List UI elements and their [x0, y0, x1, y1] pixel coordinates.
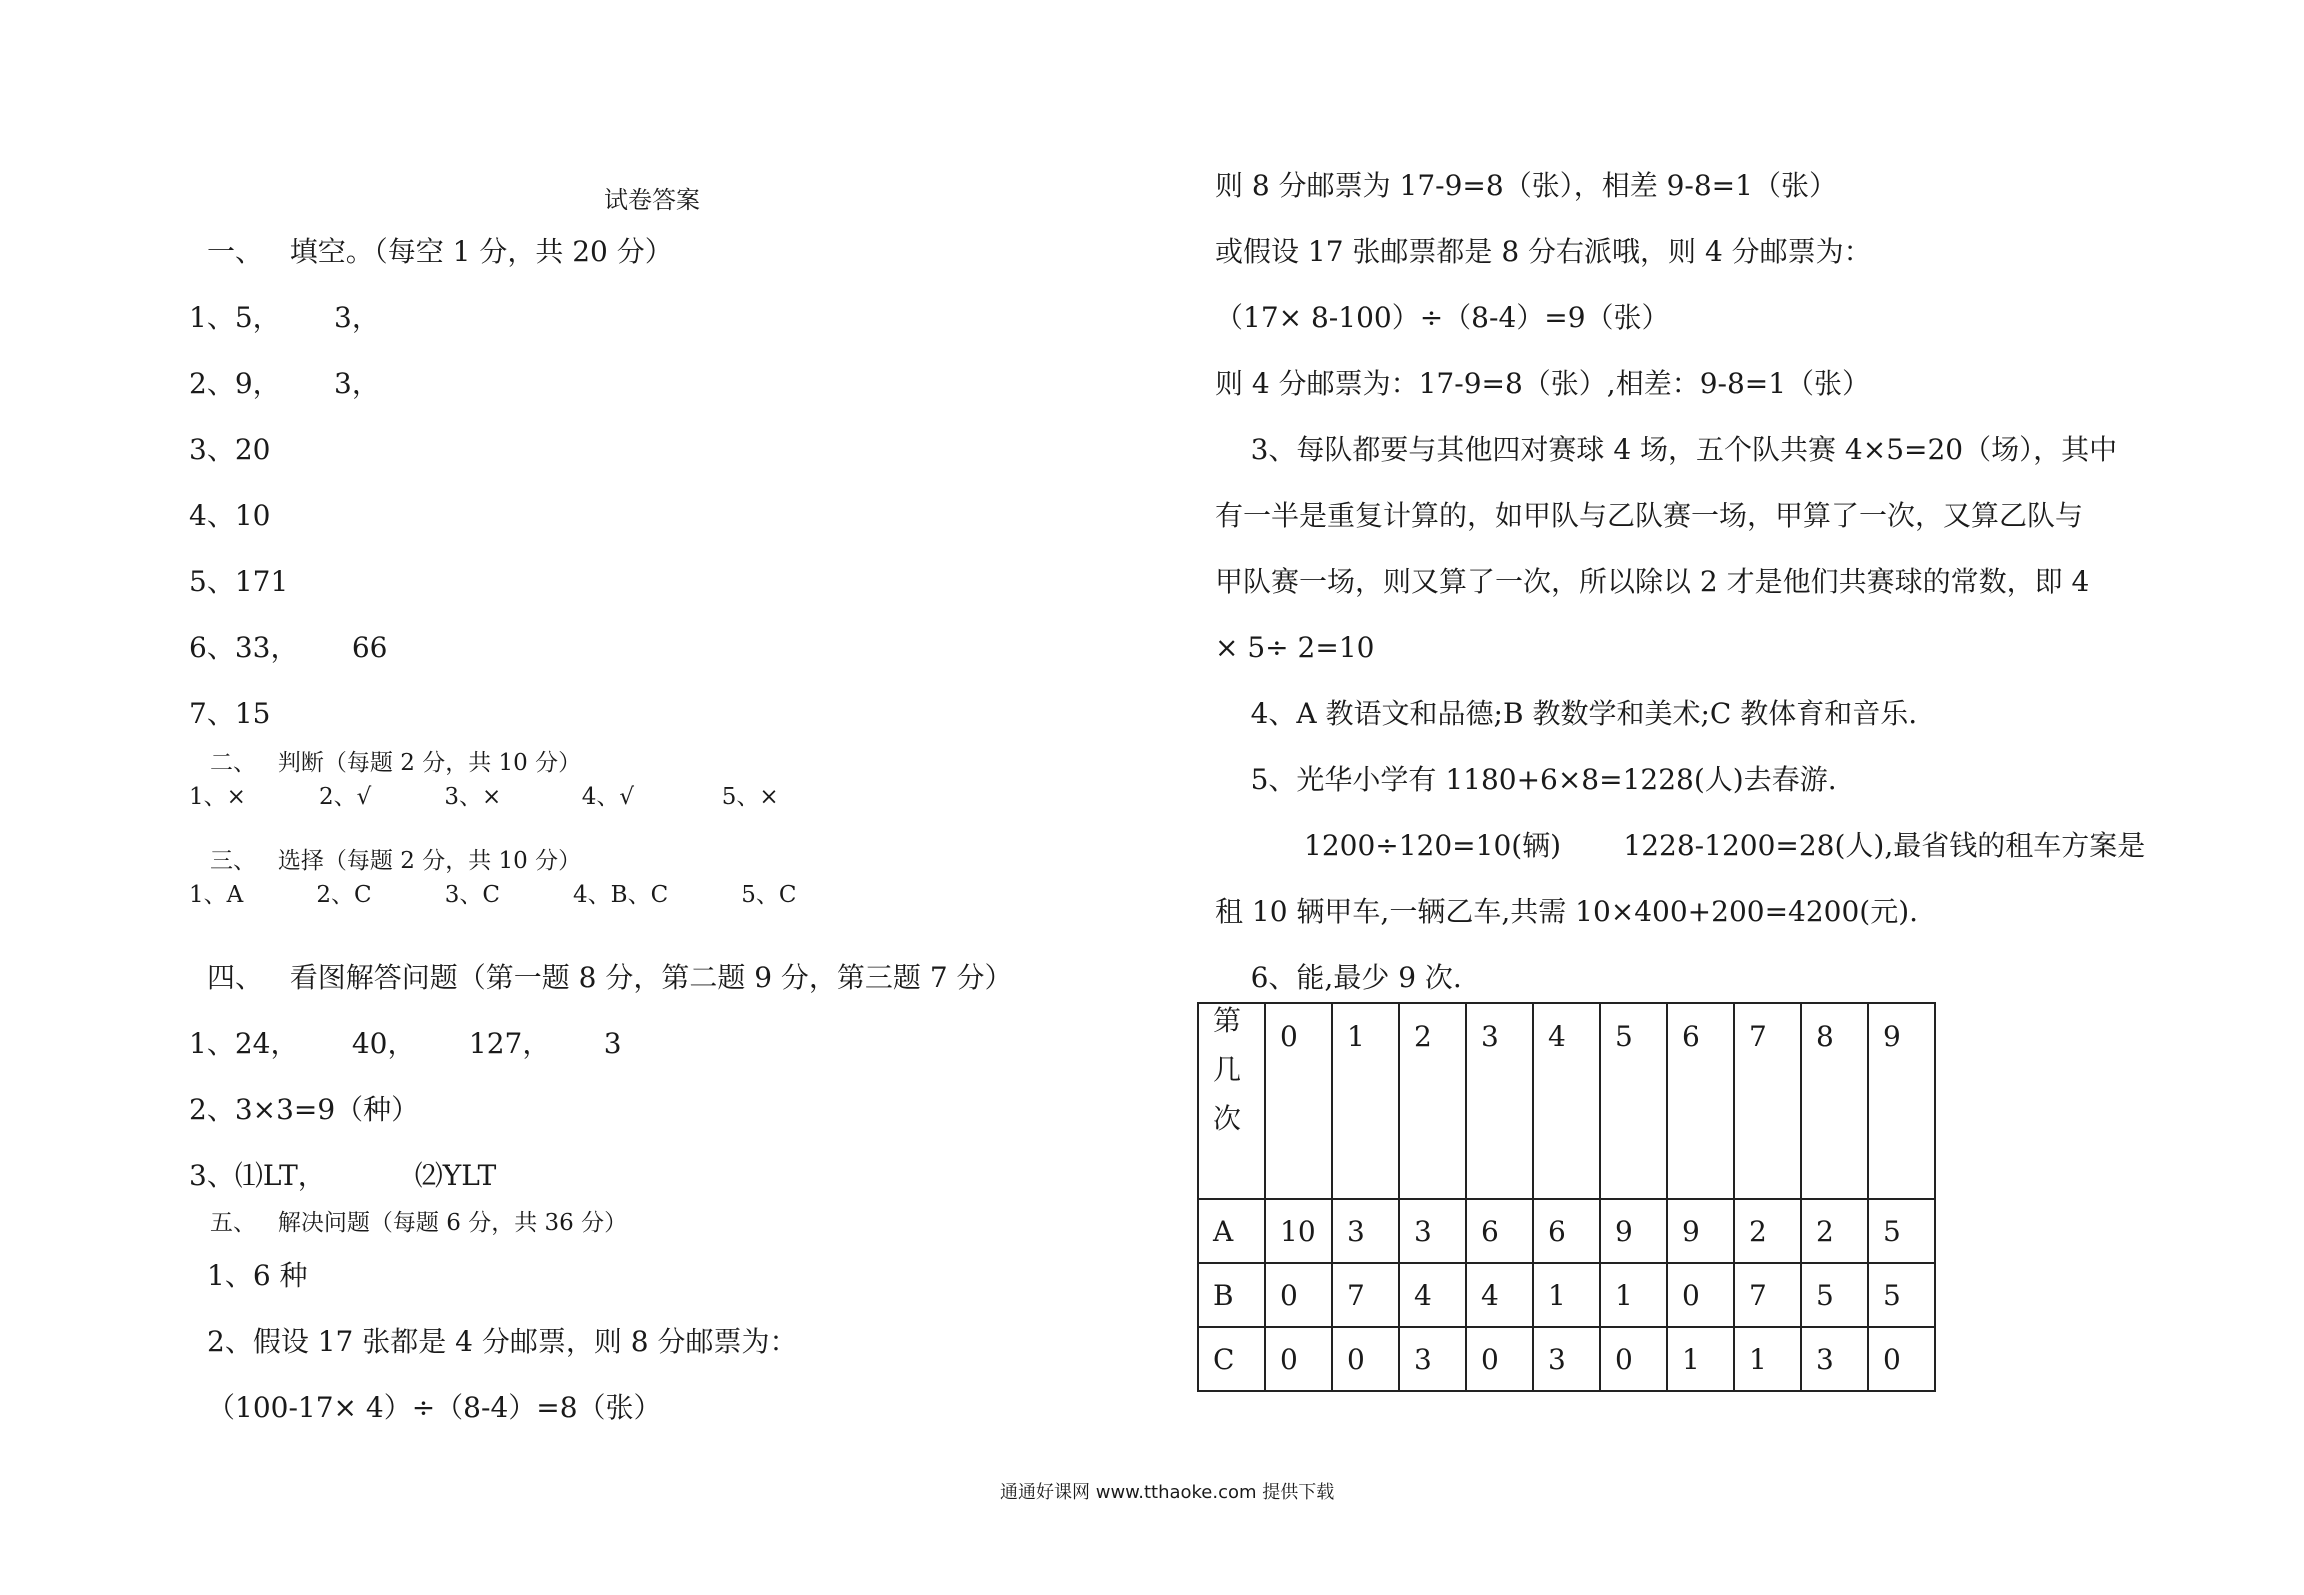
- right-line: 6、能,最少 9 次.: [1215, 961, 1462, 994]
- header-label-char: 次: [1213, 1102, 1242, 1135]
- table-cell: 0: [1332, 1327, 1399, 1391]
- table-header-cell: 1: [1332, 1003, 1399, 1199]
- s5-item: 1、6 种: [207, 1259, 308, 1292]
- s3-answers: 1、A 2、C 3、C 4、B、C 5、C: [189, 882, 797, 908]
- footer-credit: 通通好课网 www.tthaoke.com 提供下载: [1000, 1482, 1335, 1503]
- s1-item: 7、15: [189, 697, 271, 730]
- right-line: 则 8 分邮票为 17-9=8（张），相差 9-8=1（张）: [1215, 169, 1837, 202]
- table-cell: 3: [1801, 1327, 1868, 1391]
- row-label: C: [1198, 1327, 1265, 1391]
- table-cell: 2: [1734, 1199, 1801, 1263]
- header-label-char: 几: [1213, 1053, 1242, 1086]
- s1-item: 5、171: [189, 565, 289, 598]
- table-cell: 6: [1533, 1199, 1600, 1263]
- table-header-cell: 9: [1868, 1003, 1935, 1199]
- table-header-cell: 0: [1265, 1003, 1332, 1199]
- table-cell: 6: [1466, 1199, 1533, 1263]
- right-line: 3、每队都要与其他四对赛球 4 场，五个队共赛 4×5=20（场），其中: [1215, 433, 2118, 466]
- table-cell: 3: [1332, 1199, 1399, 1263]
- table-header-cell: 5: [1600, 1003, 1667, 1199]
- table-cell: 5: [1868, 1263, 1935, 1327]
- right-line: （17× 8-100）÷（8-4）=9（张）: [1215, 301, 1670, 334]
- s1-item: 1、5， 3，: [189, 301, 380, 334]
- right-line: 有一半是重复计算的，如甲队与乙队赛一场，甲算了一次，又算乙队与: [1215, 499, 2084, 532]
- table-cell: 10: [1265, 1199, 1332, 1263]
- table-cell: 9: [1600, 1199, 1667, 1263]
- answer-table: [1197, 1002, 1936, 1392]
- table-header-cell: 8: [1801, 1003, 1868, 1199]
- table-cell: 9: [1667, 1199, 1734, 1263]
- s2-answers: 1、× 2、√ 3、× 4、√ 5、×: [189, 784, 779, 810]
- table-cell: 0: [1466, 1327, 1533, 1391]
- table-cell: 3: [1533, 1327, 1600, 1391]
- right-line: 4、A 教语文和品德;B 教数学和美术;C 教体育和音乐.: [1215, 697, 1918, 730]
- table-header-cell: 3: [1466, 1003, 1533, 1199]
- table-cell: 0: [1265, 1327, 1332, 1391]
- s1-item: 2、9， 3，: [189, 367, 380, 400]
- s1-item: 4、10: [189, 499, 271, 532]
- table-header-cell: 2: [1399, 1003, 1466, 1199]
- table-cell: 1: [1600, 1263, 1667, 1327]
- table-row: [1198, 1327, 1935, 1391]
- table-header-label: [1198, 1003, 1265, 1199]
- table-cell: 7: [1734, 1263, 1801, 1327]
- right-line: 则 4 分邮票为：17-9=8（张）,相差：9-8=1（张）: [1215, 367, 1871, 400]
- table-cell: 0: [1600, 1327, 1667, 1391]
- table-cell: 4: [1466, 1263, 1533, 1327]
- s4-item: 2、3×3=9（种）: [189, 1093, 420, 1126]
- table-cell: 5: [1801, 1263, 1868, 1327]
- row-label: B: [1198, 1263, 1265, 1327]
- section-3-heading: 三、 选择（每题 2 分，共 10 分）: [210, 848, 582, 874]
- section-2-heading: 二、 判断（每题 2 分，共 10 分）: [210, 750, 582, 776]
- s4-item: 1、24， 40， 127， 3: [189, 1027, 622, 1060]
- row-label: A: [1198, 1199, 1265, 1263]
- right-line: 5、光华小学有 1180+6×8=1228(人)去春游.: [1215, 763, 1837, 796]
- table-header-row: [1198, 1003, 1935, 1199]
- table-cell: 1: [1533, 1263, 1600, 1327]
- right-line: 甲队赛一场，则又算了一次，所以除以 2 才是他们共赛球的常数，即 4: [1215, 565, 2090, 598]
- right-line: 1200÷120=10(辆) 1228-1200=28(人),最省钱的租车方案是: [1215, 829, 2146, 862]
- right-line: × 5÷ 2=10: [1215, 631, 1375, 664]
- s5-item: （100-17× 4）÷（8-4）=8（张）: [207, 1391, 662, 1424]
- header-label-char: 第: [1213, 1004, 1242, 1037]
- table-cell: 5: [1868, 1199, 1935, 1263]
- table-cell: 2: [1801, 1199, 1868, 1263]
- right-line: 或假设 17 张邮票都是 8 分右派哦，则 4 分邮票为：: [1215, 235, 1872, 268]
- table-cell: 4: [1399, 1263, 1466, 1327]
- table-cell: 0: [1868, 1327, 1935, 1391]
- table-cell: 3: [1399, 1327, 1466, 1391]
- table-header-cell: 4: [1533, 1003, 1600, 1199]
- table-header-cell: 7: [1734, 1003, 1801, 1199]
- table-cell: 0: [1667, 1263, 1734, 1327]
- table-header-cell: 6: [1667, 1003, 1734, 1199]
- table-cell: 1: [1667, 1327, 1734, 1391]
- s4-item: 3、⑴LT， ⑵YLT: [189, 1159, 497, 1192]
- table-cell: 7: [1332, 1263, 1399, 1327]
- s5-item: 2、假设 17 张都是 4 分邮票，则 8 分邮票为：: [207, 1325, 798, 1358]
- table-cell: 3: [1399, 1199, 1466, 1263]
- s1-item: 3、20: [189, 433, 271, 466]
- section-4-heading: 四、 看图解答问题（第一题 8 分，第二题 9 分，第三题 7 分）: [207, 961, 1013, 994]
- right-line: 租 10 辆甲车,一辆乙车,共需 10×400+200=4200(元).: [1215, 895, 1919, 928]
- table-row: [1198, 1263, 1935, 1327]
- page-title: 试卷答案: [604, 186, 700, 214]
- table-row: [1198, 1199, 1935, 1263]
- section-5-heading: 五、 解决问题（每题 6 分，共 36 分）: [210, 1210, 628, 1236]
- table-cell: 1: [1734, 1327, 1801, 1391]
- s1-item: 6、33， 66: [189, 631, 388, 664]
- section-1-heading: 一、 填空。（每空 1 分，共 20 分）: [207, 235, 673, 268]
- table-cell: 0: [1265, 1263, 1332, 1327]
